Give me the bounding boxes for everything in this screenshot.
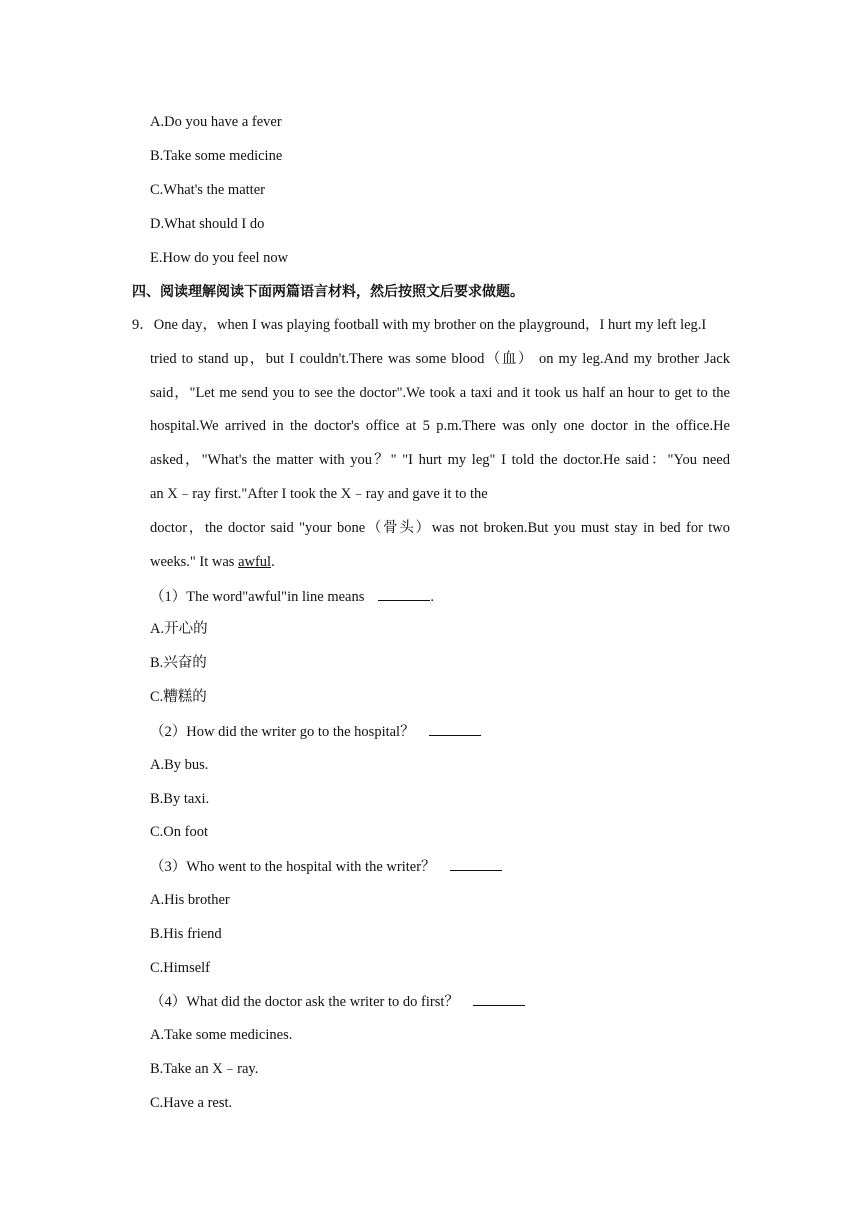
q2-option-c: C.On foot bbox=[150, 824, 208, 840]
q1-option-b: B.兴奋的 bbox=[150, 655, 207, 671]
q2-option-b: B.By taxi. bbox=[150, 791, 210, 807]
answer-blank-1[interactable] bbox=[378, 586, 430, 601]
passage-line-3: said，"Let me send you to see the doctor".We took a taxi and it took us half an hour to get to the bbox=[150, 385, 730, 401]
answer-blank-4[interactable] bbox=[473, 991, 525, 1006]
question-3 bbox=[150, 856, 502, 877]
answer-blank-2[interactable] bbox=[429, 721, 481, 736]
passage-line-5: asked，"What's the matter with you？" "I hurt my leg" I told the doctor.He said："You need bbox=[150, 452, 730, 468]
prev-option-e: E.How do you feel now bbox=[150, 250, 289, 266]
question-2 bbox=[150, 721, 481, 742]
underlined-word-awful: awful bbox=[238, 554, 272, 570]
q2-option-a: A.By bus. bbox=[150, 757, 209, 773]
prev-option-b: B.Take some medicine bbox=[150, 148, 283, 164]
q1-option-a: A.开心的 bbox=[150, 621, 208, 637]
passage-line-7: doctor，the doctor said "your bone（骨头）was not broken.But you must stay in bed for two bbox=[150, 520, 730, 536]
passage-line-8-text: weeks." It was bbox=[150, 554, 239, 570]
question-1 bbox=[150, 586, 434, 607]
prev-option-c: C.What's the matter bbox=[150, 182, 265, 198]
question-1-suffix: . bbox=[430, 589, 435, 605]
q1-option-c: C.糟糕的 bbox=[150, 689, 207, 705]
q3-option-c: C.Himself bbox=[150, 960, 211, 976]
q3-option-a: A.His brother bbox=[150, 892, 230, 908]
prev-option-d: D.What should I do bbox=[150, 216, 265, 232]
question-1-stem: （1）The word"awful"in line means bbox=[150, 589, 365, 605]
passage-line-2: tried to stand up，but I couldn't.There was some blood（血） on my leg.And my brother Jack bbox=[150, 351, 730, 367]
prev-option-a: A.Do you have a fever bbox=[150, 114, 282, 130]
section-heading: 四、阅读理解阅读下面两篇语言材料，然后按照文后要求做题。 bbox=[132, 284, 524, 300]
passage-line-6: an X﹣ray first."After I took the X﹣ray and gave it to the bbox=[150, 486, 488, 502]
q4-option-c: C.Have a rest. bbox=[150, 1095, 233, 1111]
passage-line-4: hospital.We arrived in the doctor's office at 5 p.m.There was only one doctor in the office.He bbox=[150, 418, 730, 434]
question-2-stem: （2）How did the writer go to the hospital？ bbox=[150, 724, 415, 740]
q4-option-a: A.Take some medicines. bbox=[150, 1027, 293, 1043]
question-3-stem: （3）Who went to the hospital with the writer？ bbox=[150, 859, 436, 875]
passage-line-8 bbox=[150, 552, 275, 572]
passage-line-1: 9．One day，when I was playing football with my brother on the playground，I hurt my left leg.I bbox=[132, 317, 707, 333]
q3-option-b: B.His friend bbox=[150, 926, 222, 942]
q4-option-b: B.Take an X﹣ray. bbox=[150, 1061, 259, 1077]
question-4-stem: （4）What did the doctor ask the writer to do first？ bbox=[150, 994, 459, 1010]
question-4 bbox=[150, 991, 525, 1012]
answer-blank-3[interactable] bbox=[450, 856, 502, 871]
passage-line-8-end: . bbox=[271, 554, 275, 570]
